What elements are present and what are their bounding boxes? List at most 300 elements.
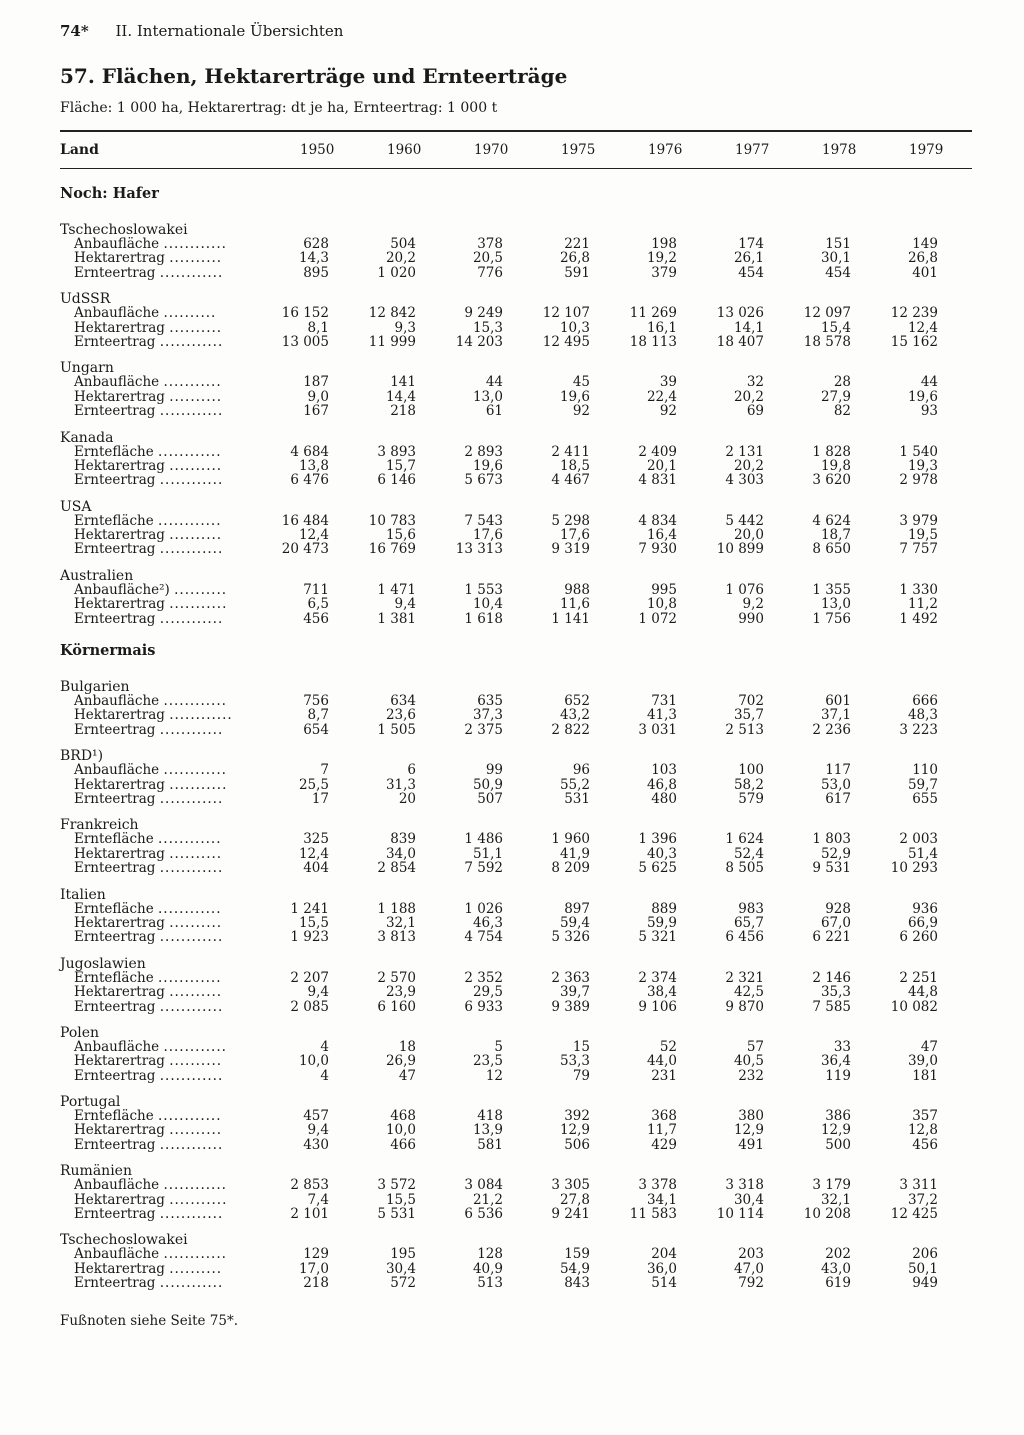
table-row (60, 1123, 972, 1137)
leader-dots: ............ (169, 708, 233, 723)
table-row (60, 1000, 972, 1014)
value-cell: 2 085 (290, 998, 329, 1015)
leader-dots: ............ (159, 1137, 224, 1153)
row-label-text: Erntefläche (74, 970, 154, 986)
row-label (60, 542, 276, 556)
value-cell: 9 319 (551, 541, 590, 558)
country-block (60, 360, 972, 418)
value-cell: 11,7 (646, 1122, 677, 1139)
value-cell: 218 (390, 403, 416, 420)
leader-dots: ............ (159, 861, 224, 876)
row-label-text: Ernteertrag (74, 542, 156, 557)
value-cell: 14,3 (298, 250, 329, 267)
value-cell: 16,1 (646, 319, 677, 336)
leader-dots: .......... (169, 1054, 223, 1069)
leader-dots: ............ (159, 930, 224, 945)
value-cell: 895 (303, 264, 329, 281)
value-cell: 480 (651, 790, 677, 807)
value-cell: 1 828 (812, 443, 851, 460)
leader-dots: ............ (159, 542, 224, 557)
value-cell: 4 303 (725, 472, 764, 489)
leader-dots: ............ (163, 237, 227, 252)
value-cell: 4 (320, 1067, 329, 1084)
value-cell: 3 031 (638, 721, 677, 738)
table-row (60, 694, 972, 708)
value-cell: 457 (303, 1108, 329, 1125)
value-cell: 18 578 (803, 333, 851, 350)
value-cell: 29,5 (472, 984, 503, 1001)
value-cell: 889 (651, 900, 677, 917)
value-cell: 27,8 (559, 1191, 590, 1208)
value-cell: 26,8 (559, 250, 590, 267)
value-cell: 995 (651, 581, 677, 598)
row-label-text: Anbaufläche (74, 375, 160, 390)
table-section (60, 185, 972, 626)
table-row (60, 708, 972, 722)
value-cell: 15,3 (472, 319, 503, 336)
value-cell: 13,0 (472, 388, 503, 405)
value-cell: 1 756 (812, 610, 851, 627)
row-label (60, 404, 276, 418)
value-cell: 12 842 (368, 305, 416, 322)
row-label-text: Anbaufläche (74, 694, 160, 709)
row-label (60, 597, 276, 611)
value-cell: 9,4 (307, 1122, 329, 1139)
value-cell: 99 (485, 762, 503, 779)
value-cell: 579 (738, 790, 764, 807)
value-cell: 232 (738, 1067, 764, 1084)
value-cell: 2 236 (812, 721, 851, 738)
value-cell: 52,9 (820, 845, 851, 862)
row-label (60, 763, 276, 777)
value-cell: 13 026 (716, 305, 764, 322)
value-cell: 392 (564, 1108, 590, 1125)
value-cell: 581 (477, 1136, 503, 1153)
table-title: 57. Flächen, Hektarerträge und Ernteerträge (60, 64, 568, 88)
value-cell: 34,1 (646, 1191, 677, 1208)
value-cell: 15,5 (385, 1191, 416, 1208)
leader-dots: ........... (169, 777, 228, 792)
value-cell: 12,4 (298, 845, 329, 862)
value-cell: 37,2 (907, 1191, 938, 1208)
value-cell: 456 (303, 610, 329, 627)
value-cell: 1 072 (638, 610, 677, 627)
row-label (60, 1178, 276, 1192)
year-header: 1950 (300, 142, 335, 158)
value-cell: 652 (564, 693, 590, 710)
value-cell: 17,6 (559, 527, 590, 544)
row-label-text: Hektarertrag (74, 1054, 165, 1069)
row-label-text: Anbaufläche (74, 1039, 160, 1055)
value-cell: 2 352 (464, 969, 503, 986)
value-cell: 66,9 (907, 914, 938, 931)
value-cell: 30,4 (385, 1260, 416, 1277)
value-cell: 3 572 (377, 1177, 416, 1194)
value-cell: 28 (833, 374, 851, 391)
leader-dots: ............ (159, 611, 224, 627)
value-cell: 2 375 (464, 721, 503, 738)
value-cell: 9 241 (551, 1206, 590, 1223)
value-cell: 1 803 (812, 831, 851, 848)
value-cell: 61 (485, 403, 503, 420)
value-cell: 129 (303, 1246, 329, 1263)
row-label (60, 861, 276, 875)
leader-dots: ............ (159, 334, 224, 350)
row-label (60, 237, 276, 251)
row-label-text: Hektarertrag (74, 1261, 165, 1277)
year-header: 1975 (561, 142, 596, 158)
year-header: 1960 (387, 142, 422, 158)
value-cell: 2 207 (290, 969, 329, 986)
row-label-text: Hektarertrag (74, 1192, 165, 1208)
value-cell: 531 (564, 790, 590, 807)
value-cell: 2 321 (725, 969, 764, 986)
value-cell: 45 (572, 374, 590, 391)
value-cell: 53,0 (820, 776, 851, 793)
value-cell: 4 684 (290, 443, 329, 460)
value-cell: 174 (738, 236, 764, 252)
value-cell: 119 (825, 1067, 851, 1084)
value-cell: 756 (303, 693, 329, 710)
leader-dots: ............ (158, 513, 222, 529)
value-cell: 5 625 (638, 860, 677, 877)
value-cell: 6 160 (377, 998, 416, 1015)
document-page (60, 22, 972, 1329)
row-label-text: Hektarertrag (74, 708, 165, 723)
table-row (60, 459, 972, 473)
country-name: Tschechoslowakei (60, 1232, 188, 1249)
value-cell: 401 (912, 264, 938, 281)
value-cell: 5 298 (551, 512, 590, 529)
value-cell: 44 (920, 374, 938, 391)
country-block (60, 1025, 972, 1083)
value-cell: 6 933 (464, 998, 503, 1015)
value-cell: 429 (651, 1136, 677, 1153)
page-number: 74* (60, 22, 89, 40)
value-cell: 36,4 (820, 1053, 851, 1070)
table-row (60, 723, 972, 737)
value-cell: 1 553 (464, 581, 503, 598)
value-cell: 52,4 (733, 845, 764, 862)
table-row (60, 266, 972, 280)
value-cell: 1 492 (899, 610, 938, 627)
value-cell: 2 146 (812, 969, 851, 986)
row-label-text: Ernteertrag (74, 265, 156, 281)
row-label-text: Ernteertrag (74, 473, 156, 488)
value-cell: 13 005 (281, 333, 329, 350)
value-cell: 8 505 (725, 860, 764, 877)
value-cell: 711 (303, 581, 329, 598)
table-row (60, 597, 972, 611)
value-cell: 628 (303, 236, 329, 252)
row-label-text: Anbaufläche (74, 306, 160, 321)
leader-dots: ............ (159, 265, 224, 281)
country-name: Kanada (60, 429, 114, 446)
row-label (60, 321, 276, 335)
value-cell: 4 467 (551, 472, 590, 489)
value-cell: 491 (738, 1136, 764, 1153)
row-label-text: Ernteertrag (74, 1207, 156, 1222)
country-block (60, 568, 972, 626)
value-cell: 1 241 (290, 900, 329, 917)
year-header: 1979 (909, 142, 944, 158)
value-cell: 8 209 (551, 860, 590, 877)
value-cell: 3 311 (899, 1177, 938, 1194)
value-cell: 82 (833, 403, 851, 420)
value-cell: 198 (651, 236, 677, 252)
value-cell: 6 221 (812, 929, 851, 946)
row-label (60, 723, 276, 737)
value-cell: 378 (477, 236, 503, 252)
value-cell: 12,9 (733, 1122, 764, 1139)
value-cell: 23,9 (385, 984, 416, 1001)
running-head (60, 22, 972, 46)
value-cell: 9,3 (394, 319, 416, 336)
value-cell: 44,0 (646, 1053, 677, 1070)
value-cell: 55,2 (559, 776, 590, 793)
year-header: 1977 (735, 142, 770, 158)
value-cell: 9,4 (307, 984, 329, 1001)
value-cell: 7,4 (307, 1191, 329, 1208)
value-cell: 39,0 (907, 1053, 938, 1070)
value-cell: 11 269 (629, 305, 677, 322)
table-row (60, 390, 972, 404)
value-cell: 513 (477, 1275, 503, 1292)
value-cell: 57 (746, 1038, 764, 1055)
value-cell: 10 293 (890, 860, 938, 877)
value-cell: 5 321 (638, 929, 677, 946)
row-label (60, 916, 276, 930)
value-cell: 10,3 (559, 319, 590, 336)
table-row (60, 251, 972, 265)
value-cell: 2 853 (290, 1177, 329, 1194)
value-cell: 454 (825, 264, 851, 281)
value-cell: 619 (825, 1275, 851, 1292)
row-label (60, 445, 276, 459)
value-cell: 93 (920, 403, 938, 420)
value-cell: 42,5 (733, 984, 764, 1001)
value-cell: 601 (825, 693, 851, 710)
value-cell: 67,0 (820, 914, 851, 931)
row-label (60, 930, 276, 944)
value-cell: 12 425 (890, 1206, 938, 1223)
value-cell: 7 543 (464, 512, 503, 529)
table-row (60, 528, 972, 542)
value-cell: 6 456 (725, 929, 764, 946)
value-cell: 17 (311, 790, 329, 807)
value-cell: 15,7 (385, 457, 416, 474)
country-name: Australien (60, 567, 134, 584)
country-block (60, 222, 972, 280)
row-label-text: Hektarertrag (74, 389, 165, 405)
value-cell: 514 (651, 1275, 677, 1292)
value-cell: 1 923 (290, 929, 329, 946)
value-cell: 37,3 (472, 707, 503, 724)
value-cell: 1 471 (377, 581, 416, 598)
row-label-text: Anbaufläche (74, 763, 160, 778)
leader-dots: ............ (163, 763, 227, 778)
table-row (60, 1207, 972, 1221)
value-cell: 10 899 (716, 541, 764, 558)
table-row (60, 375, 972, 389)
row-label (60, 1138, 276, 1152)
value-cell: 41,3 (646, 707, 677, 724)
value-cell: 14,4 (385, 388, 416, 405)
table-row (60, 514, 972, 528)
value-cell: 15,5 (298, 914, 329, 931)
value-cell: 19,6 (559, 388, 590, 405)
row-label-text: Hektarertrag (74, 320, 165, 335)
value-cell: 11 583 (629, 1206, 677, 1223)
value-cell: 2 978 (899, 472, 938, 489)
value-cell: 7 585 (812, 998, 851, 1015)
leader-dots: ............ (159, 722, 224, 738)
value-cell: 11,2 (907, 596, 938, 613)
leader-dots: ............ (159, 1207, 224, 1222)
value-cell: 897 (564, 900, 590, 917)
value-cell: 466 (390, 1136, 416, 1153)
leader-dots: ............ (159, 791, 224, 807)
value-cell: 2 570 (377, 969, 416, 986)
value-cell: 19,3 (907, 457, 938, 474)
value-cell: 69 (746, 403, 764, 420)
value-cell: 1 020 (377, 264, 416, 281)
row-label-text: Anbaufläche²) (74, 582, 170, 598)
country-name: Tschechoslowakei (60, 222, 188, 238)
country-name: UdSSR (60, 291, 111, 308)
value-cell: 12,8 (907, 1122, 938, 1139)
value-cell: 7 757 (899, 541, 938, 558)
value-cell: 9 870 (725, 998, 764, 1015)
row-label (60, 612, 276, 626)
value-cell: 3 305 (551, 1177, 590, 1194)
leader-dots: .......... (169, 985, 223, 1000)
value-cell: 20,2 (385, 250, 416, 267)
value-cell: 12,9 (820, 1122, 851, 1139)
value-cell: 3 318 (725, 1177, 764, 1194)
row-label (60, 306, 276, 320)
value-cell: 43,2 (559, 707, 590, 724)
value-cell: 141 (390, 374, 416, 391)
table-row (60, 1054, 972, 1068)
value-cell: 19,5 (907, 527, 938, 544)
value-cell: 149 (912, 236, 938, 252)
row-label-text: Anbaufläche (74, 1247, 160, 1262)
row-label (60, 1000, 276, 1014)
value-cell: 617 (825, 790, 851, 807)
row-label (60, 335, 276, 349)
table-row (60, 971, 972, 985)
leader-dots: ............ (163, 1247, 227, 1262)
value-cell: 22,4 (646, 388, 677, 405)
value-cell: 12,9 (559, 1122, 590, 1139)
table-row (60, 1193, 972, 1207)
section-heading: II. Internationale Übersichten (115, 22, 344, 40)
country-block (60, 499, 972, 557)
value-cell: 117 (825, 762, 851, 779)
value-cell: 6 536 (464, 1206, 503, 1223)
value-cell: 15,4 (820, 319, 851, 336)
value-cell: 21,2 (472, 1191, 503, 1208)
value-cell: 2 411 (551, 443, 590, 460)
table-body (60, 185, 972, 1291)
country-name: BRD¹) (60, 748, 104, 765)
value-cell: 2 893 (464, 443, 503, 460)
value-cell: 19,8 (820, 457, 851, 474)
row-label (60, 390, 276, 404)
value-cell: 3 979 (899, 512, 938, 529)
value-cell: 9,4 (394, 596, 416, 613)
table-row (60, 542, 972, 556)
footnote: Fußnoten siehe Seite 75*. (60, 1312, 238, 1329)
table-row (60, 1040, 972, 1054)
row-label (60, 266, 276, 280)
value-cell: 1 141 (551, 610, 590, 627)
value-cell: 46,8 (646, 776, 677, 793)
value-cell: 6 (407, 762, 416, 779)
value-cell: 37,1 (820, 707, 851, 724)
value-cell: 20 473 (281, 541, 329, 558)
value-cell: 26,9 (385, 1053, 416, 1070)
table-row (60, 861, 972, 875)
value-cell: 2 251 (899, 969, 938, 986)
row-label (60, 847, 276, 861)
row-label-text: Ernteertrag (74, 861, 156, 876)
value-cell: 50,1 (907, 1260, 938, 1277)
row-label-text: Hektarertrag (74, 528, 165, 543)
value-cell: 6 476 (290, 472, 329, 489)
table-row (60, 321, 972, 335)
row-label (60, 708, 276, 722)
value-cell: 430 (303, 1136, 329, 1153)
value-cell: 1 355 (812, 581, 851, 598)
value-cell: 1 330 (899, 581, 938, 598)
country-block (60, 887, 972, 945)
value-cell: 58,2 (733, 776, 764, 793)
value-cell: 30,1 (820, 250, 851, 267)
value-cell: 20,2 (733, 457, 764, 474)
value-cell: 2 513 (725, 721, 764, 738)
value-cell: 1 188 (377, 900, 416, 917)
value-cell: 1 486 (464, 831, 503, 848)
value-cell: 65,7 (733, 914, 764, 931)
value-cell: 44 (485, 374, 503, 391)
value-cell: 10 208 (803, 1206, 851, 1223)
value-cell: 20,1 (646, 457, 677, 474)
value-cell: 14 203 (455, 333, 503, 350)
value-cell: 16,4 (646, 527, 677, 544)
value-cell: 504 (390, 236, 416, 252)
value-cell: 506 (564, 1136, 590, 1153)
value-cell: 11 999 (368, 333, 416, 350)
table-row (60, 1247, 972, 1261)
table-row (60, 763, 972, 777)
table-row (60, 1276, 972, 1290)
value-cell: 8 650 (812, 541, 851, 558)
country-name: Polen (60, 1024, 100, 1041)
country-name: USA (60, 498, 92, 515)
row-label-text: Ernteertrag (74, 791, 156, 807)
value-cell: 988 (564, 581, 590, 598)
year-header: 1976 (648, 142, 683, 158)
leader-dots: ............ (159, 404, 224, 419)
header-rule (60, 168, 972, 169)
value-cell: 731 (651, 693, 677, 710)
value-cell: 654 (303, 721, 329, 738)
table-row (60, 306, 972, 320)
value-cell: 949 (912, 1275, 938, 1292)
value-cell: 30,4 (733, 1191, 764, 1208)
